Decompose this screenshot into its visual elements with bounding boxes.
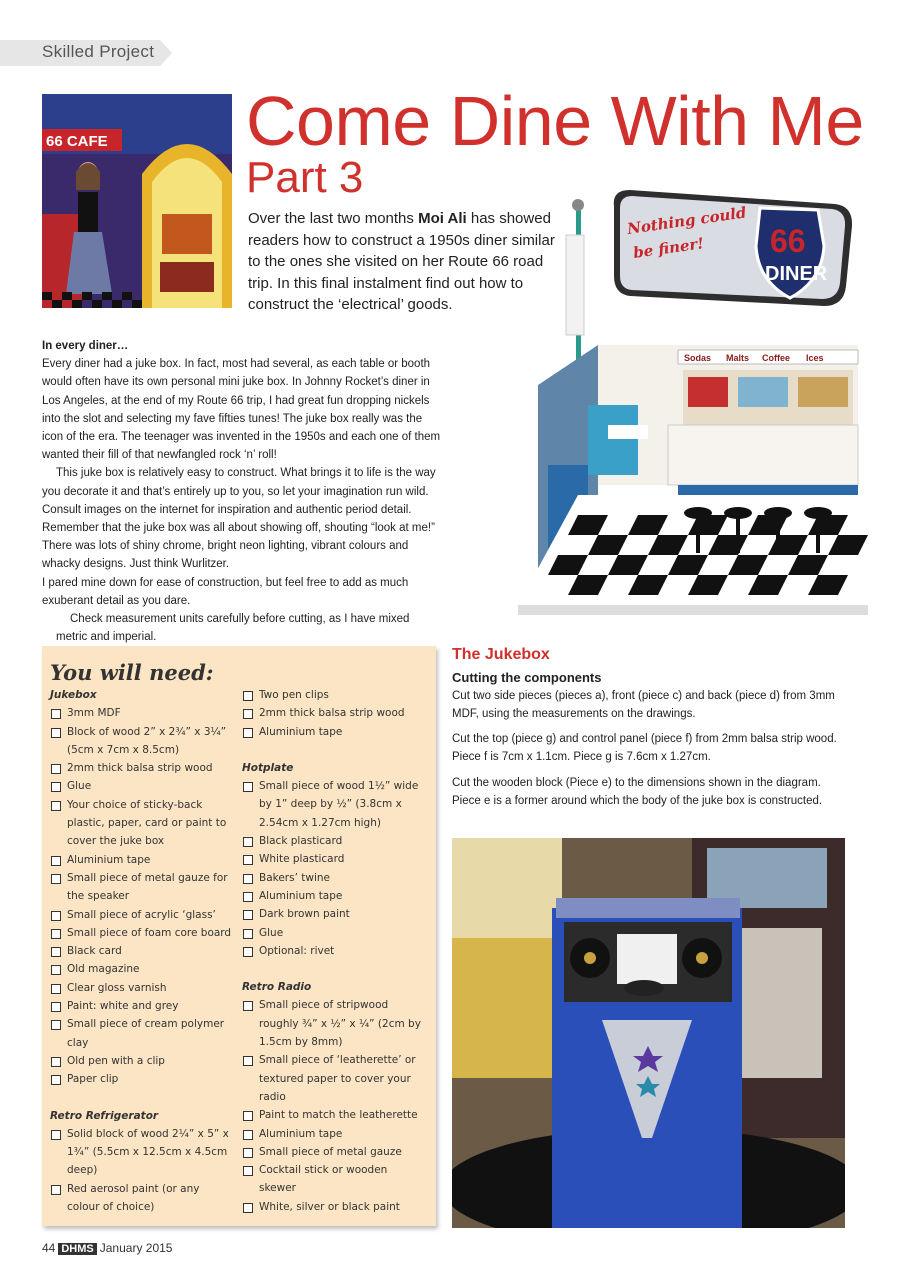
jukebox-material-item: 2mm thick balsa strip wood — [242, 704, 422, 722]
jukebox-paragraph-1: Cut two side pieces (pieces a), front (piece c) and back (piece d) from 3mm MDF, using the measurements on the drawings. — [452, 690, 835, 720]
radio-materials-heading: Retro Radio — [242, 981, 312, 994]
author-jukebox-photo — [42, 94, 232, 308]
hotplate-material-item: Black plasticard — [242, 832, 422, 850]
intro-body — [42, 337, 442, 646]
body-heading: In every diner… — [42, 340, 129, 352]
jukebox-material-item: Small piece of metal gauze for the speaker — [50, 869, 232, 906]
jukebox-section-heading: The Jukebox — [452, 646, 550, 663]
hotplate-material-item: Dark brown paint — [242, 905, 422, 923]
jukebox-material-item: Old magazine — [50, 960, 232, 978]
page-footer — [42, 1241, 172, 1255]
radio-material-item: Small piece of metal gauze — [242, 1143, 422, 1161]
jukebox-material-item: Two pen clips — [242, 686, 422, 704]
jukebox-material-item: Block of wood 2” x 2¾” x 3¼” (5cm x 7cm x 8.5cm) — [50, 723, 232, 760]
jukebox-material-item: Small piece of cream polymer clay — [50, 1015, 232, 1052]
materials-column-right — [242, 686, 422, 1216]
jukebox-material-item: Paint: white and grey — [50, 997, 232, 1015]
radio-material-item: Small piece of ‘leatherette’ or textured paper to cover your radio — [242, 1051, 422, 1106]
intro-paragraph — [248, 208, 564, 316]
jukebox-material-item: Small piece of foam core board — [50, 924, 232, 942]
sign-number: 66 — [770, 223, 806, 259]
hotplate-material-item: Small piece of wood 1½” wide by 1” deep by ½” (3.8cm x 2.54cm x 1.27cm high) — [242, 777, 422, 832]
intro-text-post: has showed readers how to construct a 1950s diner similar to the ones she visited on her Route 66 road trip. In this final instalment find out how to construct the ‘electrical’ goods. — [248, 210, 555, 313]
diner-model-photo — [518, 195, 868, 615]
menu-board-coffee: Coffee — [762, 353, 791, 363]
hotplate-material-item: Aluminium tape — [242, 887, 422, 905]
jukebox-material-item: Your choice of sticky-back plastic, paper, card or paint to cover the juke box — [50, 796, 232, 851]
jukebox-material-item: Aluminium tape — [242, 723, 422, 741]
sign-word: DINER — [765, 263, 828, 285]
article-title: Come Dine With Me — [246, 82, 864, 160]
hotplate-material-item: Glue — [242, 924, 422, 942]
you-will-need-title: You will need: — [50, 660, 214, 685]
fridge-material-item: Solid block of wood 2¼” x 5” x 1¾” (5.5cm x 12.5cm x 4.5cm deep) — [50, 1125, 232, 1180]
menu-board-malts: Malts — [726, 353, 750, 363]
sign-slogan-line1: Nothing could — [626, 203, 748, 238]
body-paragraph-4: Check measurement units carefully before cutting, as I have mixed metric and imperial. — [56, 613, 410, 644]
jukebox-material-item: 3mm MDF — [50, 704, 232, 722]
hotplate-materials-heading: Hotplate — [242, 761, 294, 774]
page-number: 44 — [42, 1241, 56, 1255]
hotplate-material-item: Bakers’ twine — [242, 869, 422, 887]
author-name: Moi Ali — [418, 210, 467, 227]
issue-date: January 2015 — [99, 1241, 173, 1255]
body-paragraph-1: Every diner had a juke box. In fact, most had several, as each table or booth would often have its own personal mini juke box. In Johnny Rocket’s diner in Los Angeles, at the end of my Route 66 trip, I had great fun dropping nickels into the slot and selecting my fave fifties tunes! The juke box really was the icon of the era. The teenager was invented in the 1950s and each one of them wanted their fill of that newfangled rock ‘n’ roll! — [42, 358, 441, 462]
jukebox-paragraph-2: Cut the top (piece g) and control panel (piece f) from 2mm balsa strip wood. Piece f is 7cm x 1.1cm. Piece g is 7.6cm x 1.27cm. — [452, 733, 837, 763]
section-tab-label: Skilled Project — [42, 42, 155, 61]
radio-material-item: Cocktail stick or wooden skewer — [242, 1161, 422, 1198]
menu-board-ices: Ices — [806, 353, 824, 363]
jukebox-material-item: Clear gloss varnish — [50, 979, 232, 997]
sign-slogan-line2: be finer! — [632, 234, 705, 262]
jukebox-material-item: Old pen with a clip — [50, 1052, 232, 1070]
magazine-logo: DHMS — [58, 1243, 96, 1255]
body-paragraph-2: This juke box is relatively easy to construct. What brings it to life is the way you decorate it and that’s entirely up to you, so let your imagination run wild. Consult images on the internet for inspiration and authentic period detail. Remember that the juke box was all about showing off, shouting “look at me!” There was lots of shiny chrome, bright neon lighting, vibrant colours and whacky designs. Just think Wurlitzer. — [42, 467, 436, 571]
jukebox-materials-heading: Jukebox — [50, 689, 97, 701]
fridge-material-item: Red aerosol paint (or any colour of choice) — [50, 1180, 232, 1217]
hotplate-material-item: White plasticard — [242, 850, 422, 868]
article-subtitle: Part 3 — [246, 153, 364, 202]
body-paragraph-3: I pared mine down for ease of construction, but feel free to add as much exuberant detail as you dare. — [42, 576, 409, 607]
jukebox-material-item: Paper clip — [50, 1070, 232, 1088]
jukebox-material-item: Aluminium tape — [50, 851, 232, 869]
jukebox-material-item: Glue — [50, 777, 232, 795]
jukebox-material-item: 2mm thick balsa strip wood — [50, 759, 232, 777]
jukebox-material-item: Small piece of acrylic ‘glass’ — [50, 906, 232, 924]
cutting-components-heading: Cutting the components — [452, 670, 602, 685]
jukebox-paragraph-3: Cut the wooden block (Piece e) to the dimensions shown in the diagram. Piece e is a former around which the body of the juke box is constructed. — [452, 777, 823, 807]
intro-text-pre: Over the last two months — [248, 210, 419, 227]
radio-material-item: White, silver or black paint — [242, 1198, 422, 1216]
materials-column-left — [50, 686, 232, 1216]
radio-material-item: Small piece of stripwood roughly ¾” x ½” x ¼” (2cm by 1.5cm by 8mm) — [242, 996, 422, 1051]
cafe-sign-text: 66 CAFE — [46, 133, 108, 150]
fridge-materials-heading: Retro Refrigerator — [50, 1109, 159, 1122]
hotplate-material-item: Optional: rivet — [242, 942, 422, 960]
radio-material-item: Paint to match the leatherette — [242, 1106, 422, 1124]
mini-jukebox-photo — [452, 838, 845, 1228]
jukebox-material-item: Black card — [50, 942, 232, 960]
radio-material-item: Aluminium tape — [242, 1125, 422, 1143]
menu-board-sodas: Sodas — [684, 353, 712, 363]
